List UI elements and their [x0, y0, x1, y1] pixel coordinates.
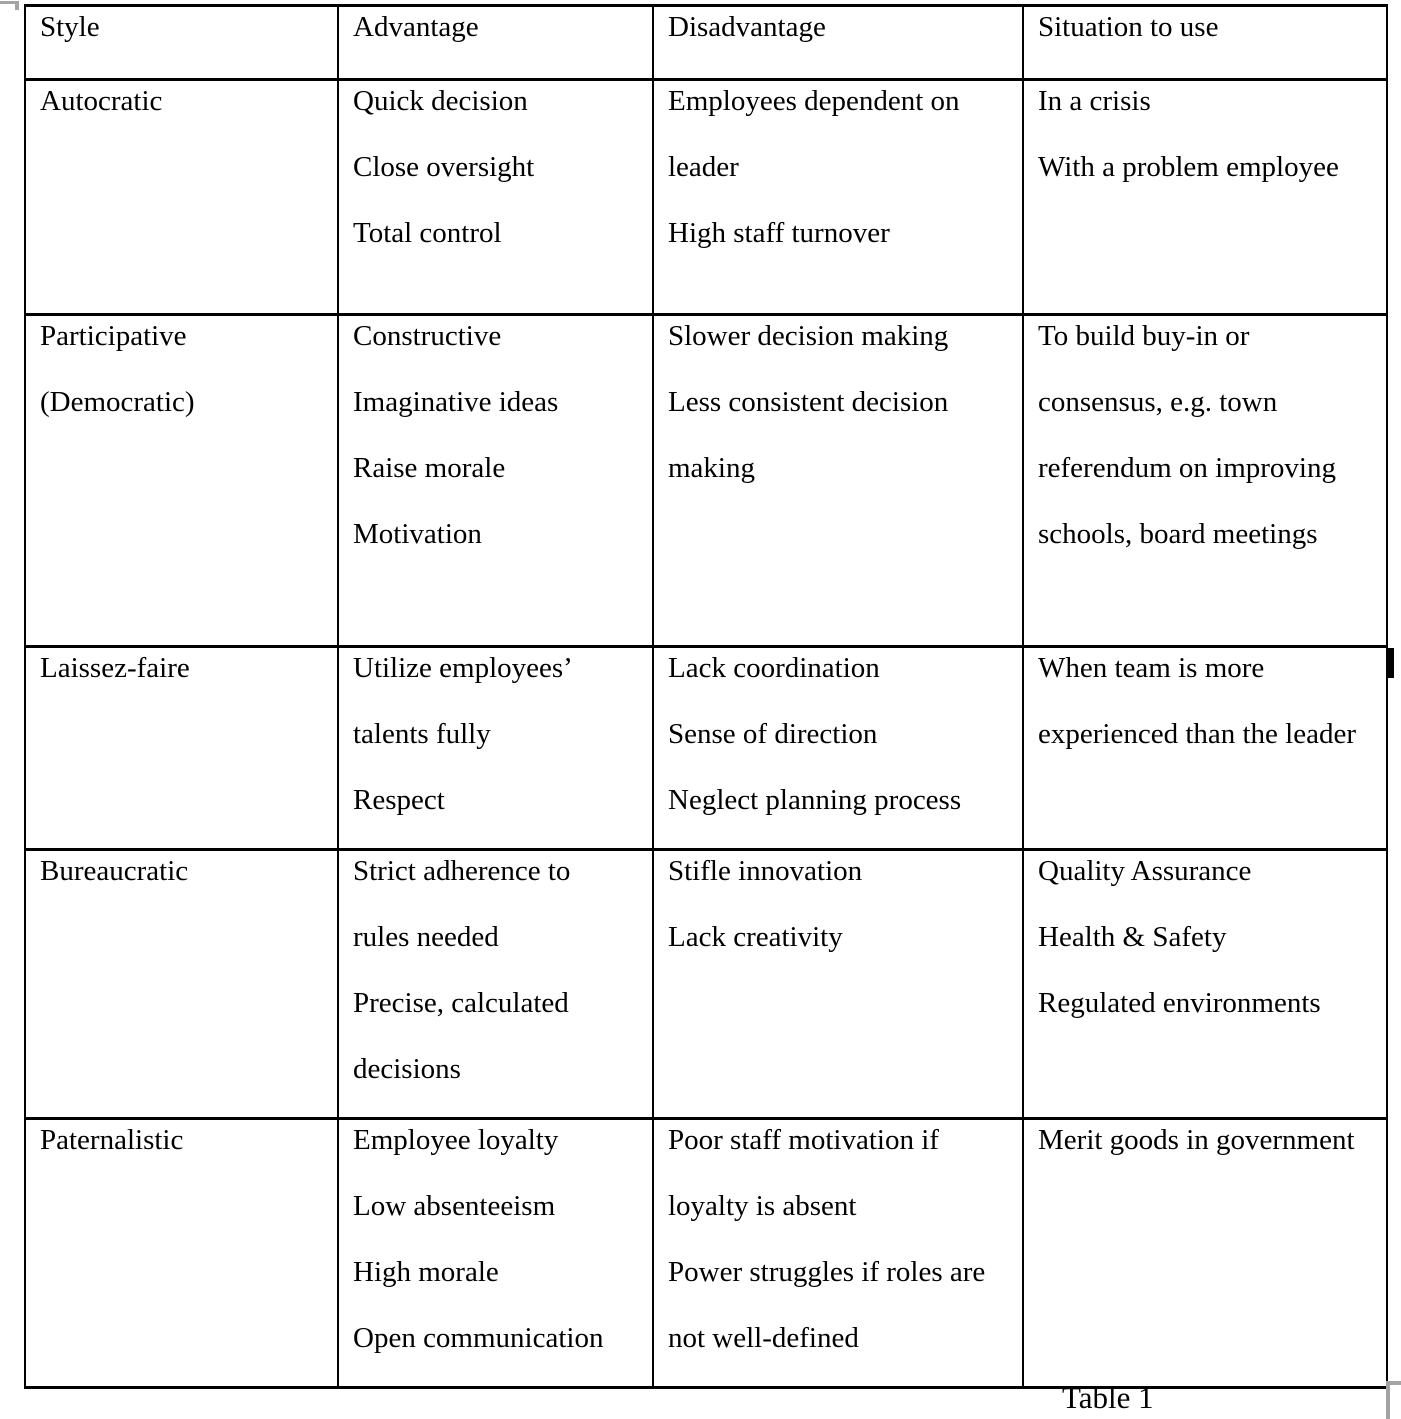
table-cell-disadvantage[interactable]	[653, 80, 1023, 315]
table-cell-situation[interactable]	[1023, 1119, 1387, 1388]
table-cell-advantage[interactable]	[338, 315, 653, 647]
cell-line: Slower decision making	[668, 320, 949, 352]
cell-line: talents fully	[353, 718, 491, 750]
cell-line: Autocratic	[40, 85, 163, 117]
table-cell-style[interactable]	[25, 80, 338, 315]
cell-line: Quick decision	[353, 85, 528, 117]
cell-line: experienced than the leader	[1038, 718, 1357, 750]
table-cell-advantage[interactable]	[338, 647, 653, 850]
cell-line: Regulated environments	[1038, 987, 1321, 1019]
cell-line: Health & Safety	[1038, 921, 1227, 953]
cell-line: referendum on improving	[1038, 452, 1336, 484]
cell-line: When team is more	[1038, 652, 1265, 684]
table-row-laissez-faire	[25, 647, 1387, 850]
cell-line: Participative	[40, 320, 187, 352]
table-cell-advantage[interactable]	[338, 850, 653, 1119]
cell-line: Disadvantage	[668, 11, 826, 43]
table-row-autocratic	[25, 80, 1387, 315]
cell-line: Power struggles if roles are	[668, 1256, 986, 1288]
column-header-disadvantage[interactable]	[653, 6, 1023, 80]
table-row-bureaucratic	[25, 850, 1387, 1119]
table-cell-advantage[interactable]	[338, 1119, 653, 1388]
cell-line: Poor staff motivation if	[668, 1124, 939, 1156]
table-cell-disadvantage[interactable]	[653, 1119, 1023, 1388]
table-cell-style[interactable]	[25, 850, 338, 1119]
cell-line: Employee loyalty	[353, 1124, 559, 1156]
cell-line: Less consistent decision	[668, 386, 949, 418]
margin-mark-top-left-vertical	[15, 1, 19, 10]
table-cell-advantage[interactable]	[338, 80, 653, 315]
column-header-style[interactable]	[25, 6, 338, 80]
cell-line: Paternalistic	[40, 1124, 184, 1156]
cell-line: With a problem employee	[1038, 151, 1339, 183]
cell-line: Quality Assurance	[1038, 855, 1252, 887]
cell-line: not well-defined	[668, 1322, 859, 1354]
table-cell-situation[interactable]	[1023, 647, 1387, 850]
cell-line: Total control	[353, 217, 502, 249]
text-cursor	[1388, 648, 1394, 678]
leadership-styles-table[interactable]	[24, 4, 1388, 1389]
column-header-situation[interactable]	[1023, 6, 1387, 80]
cell-line: Lack coordination	[668, 652, 880, 684]
table-cell-style[interactable]	[25, 1119, 338, 1388]
table-cell-situation[interactable]	[1023, 850, 1387, 1119]
cell-line: rules needed	[353, 921, 499, 953]
cell-line: Close oversight	[353, 151, 535, 183]
column-header-advantage[interactable]	[338, 6, 653, 80]
cell-line: Motivation	[353, 518, 482, 550]
cell-line: Imaginative ideas	[353, 386, 559, 418]
table-cell-disadvantage[interactable]	[653, 850, 1023, 1119]
cell-line: leader	[668, 151, 739, 183]
cell-line: Neglect planning process	[668, 784, 962, 816]
cell-line: Raise morale	[353, 452, 506, 484]
cell-line: Constructive	[353, 320, 502, 352]
table-caption: Table 1	[1062, 1380, 1154, 1415]
table-row-participative	[25, 315, 1387, 647]
cell-line: consensus, e.g. town	[1038, 386, 1278, 418]
cell-line: Advantage	[353, 11, 479, 43]
cell-line: Utilize employees’	[353, 652, 573, 684]
cell-line: Laissez-faire	[40, 652, 190, 684]
cell-line: In a crisis	[1038, 85, 1151, 117]
cell-line: loyalty is absent	[668, 1190, 857, 1222]
table-cell-style[interactable]	[25, 647, 338, 850]
cell-line: decisions	[353, 1053, 461, 1085]
cell-line: High morale	[353, 1256, 499, 1288]
cell-line: To build buy-in or	[1038, 320, 1250, 352]
table-cell-disadvantage[interactable]	[653, 315, 1023, 647]
cell-line: Open communication	[353, 1322, 604, 1354]
cell-line: (Democratic)	[40, 386, 195, 418]
cell-line: Style	[40, 11, 100, 43]
cell-line: Merit goods in government	[1038, 1124, 1355, 1156]
table-cell-situation[interactable]	[1023, 315, 1387, 647]
cell-line: schools, board meetings	[1038, 518, 1318, 550]
cell-line: Situation to use	[1038, 11, 1219, 43]
table-cell-style[interactable]	[25, 315, 338, 647]
cell-line: Strict adherence to	[353, 855, 571, 887]
cell-line: Respect	[353, 784, 445, 816]
cell-line: Sense of direction	[668, 718, 878, 750]
table-cell-disadvantage[interactable]	[653, 647, 1023, 850]
margin-mark-bottom-right-vertical	[1386, 1381, 1390, 1419]
cell-line: Lack creativity	[668, 921, 843, 953]
cell-line: making	[668, 452, 755, 484]
cell-line: Low absenteeism	[353, 1190, 556, 1222]
table-row-paternalistic	[25, 1119, 1387, 1388]
cell-line: High staff turnover	[668, 217, 890, 249]
cell-line: Employees dependent on	[668, 85, 960, 117]
table-cell-situation[interactable]	[1023, 80, 1387, 315]
cell-line: Bureaucratic	[40, 855, 189, 887]
cell-line: Stifle innovation	[668, 855, 863, 887]
cell-line: Precise, calculated	[353, 987, 569, 1019]
